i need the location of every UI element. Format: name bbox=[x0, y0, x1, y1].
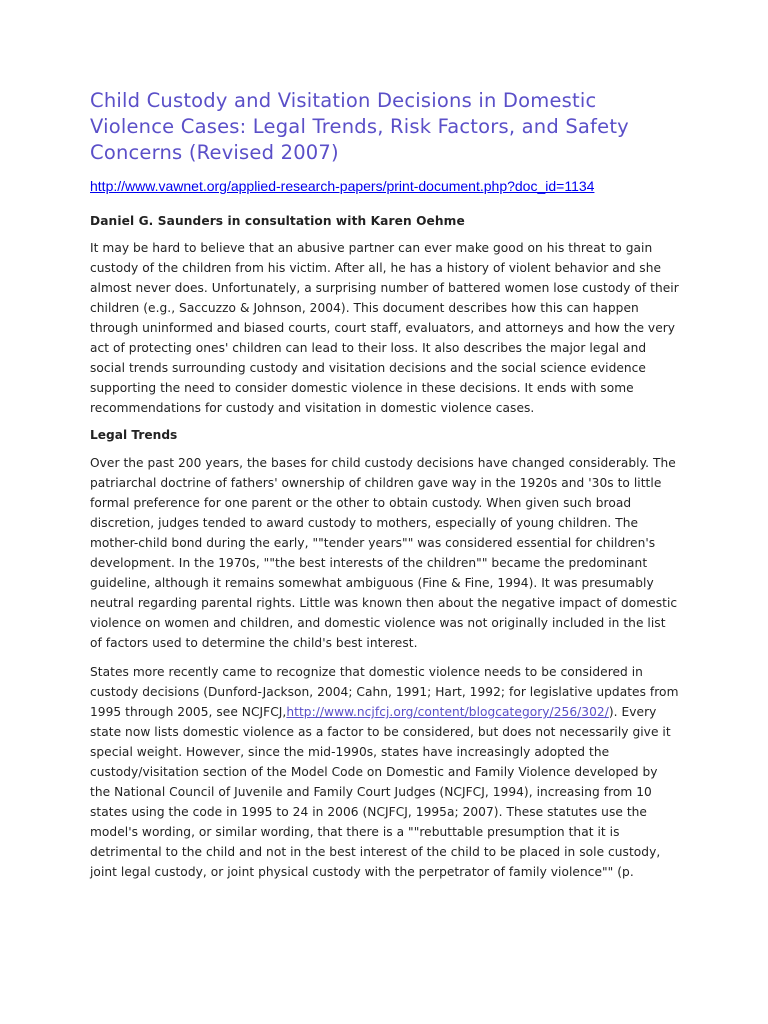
document-page bbox=[90, 88, 680, 891]
source-url-link[interactable]: http://www.vawnet.org/applied-research-papers/print-document.php?doc_id=1134 bbox=[90, 178, 595, 194]
legal-trends-paragraph-2 bbox=[90, 662, 680, 882]
paragraph-text-before-link: States more recently came to recognize that domestic violence needs to be considered in custody decisions (Dunford-Jackson, 2004; Cahn, 1991; Hart, 1992; for legislative updates from 1995 through 2005, see NCJFCJ, bbox=[90, 665, 679, 719]
document-title: Child Custody and Visitation Decisions in Domestic Violence Cases: Legal Trends, Risk Factors, and Safety Concerns (Revised 2007) bbox=[90, 89, 629, 164]
paragraph-text-after-link: ). Every state now lists domestic violence as a factor to be considered, but does not necessarily give it special weight. However, since the mid-1990s, states have increasingly adopted the custody/visitation section of the Model Code on Domestic and Family Violence developed by the National Council of Juvenile and Family Court Judges (NCJFCJ, 1994), increasing from 10 states using the code in 1995 to 24 in 2006 (NCJFCJ, 1995a; 2007). These statutes use the model's wording, or similar wording, that there is a ""rebuttable presumption that it is detrimental to the child and not in the best interest of the child to be placed in sole custody, joint legal custody, or joint physical custody with the perpetrator of family violence"" (p. bbox=[90, 705, 671, 879]
author-line: Daniel G. Saunders in consultation with Karen Oehme bbox=[90, 214, 465, 228]
section-heading-legal-trends: Legal Trends bbox=[90, 428, 178, 442]
intro-paragraph: It may be hard to believe that an abusive partner can ever make good on his threat to gain custody of the children from his victim. After all, he has a history of violent behavior and she almost never does. Unfortunately, a surprising number of battered women lose custody of their children (e.g., Saccuzzo & Johnson, 2004). This document describes how this can happen through uninformed and biased courts, court staff, evaluators, and attorneys and how the very act of protecting ones' children can lead to their loss. It also describes the major legal and social trends surrounding custody and visitation decisions and the social science evidence supporting the need to consider domestic violence in these decisions. It ends with some recommendations for custody and visitation in domestic violence cases. bbox=[90, 241, 679, 415]
ncjfcj-inline-link[interactable]: http://www.ncjfcj.org/content/blogcategory/256/302/ bbox=[286, 705, 609, 719]
legal-trends-paragraph-1: Over the past 200 years, the bases for child custody decisions have changed considerably. The patriarchal doctrine of fathers' ownership of children gave way in the 1920s and '30s to little formal preference for one parent or the other to obtain custody. When given such broad discretion, judges tended to award custody to mothers, especially of young children. The mother-child bond during the early, ""tender years"" was considered essential for children's development. In the 1970s, ""the best interests of the children"" became the predominant guideline, although it remains somewhat ambiguous (Fine & Fine, 1994). It was presumably neutral regarding parental rights. Little was known then about the negative impact of domestic violence on women and children, and domestic violence was not originally included in the list of factors used to determine the child's best interest. bbox=[90, 456, 678, 650]
